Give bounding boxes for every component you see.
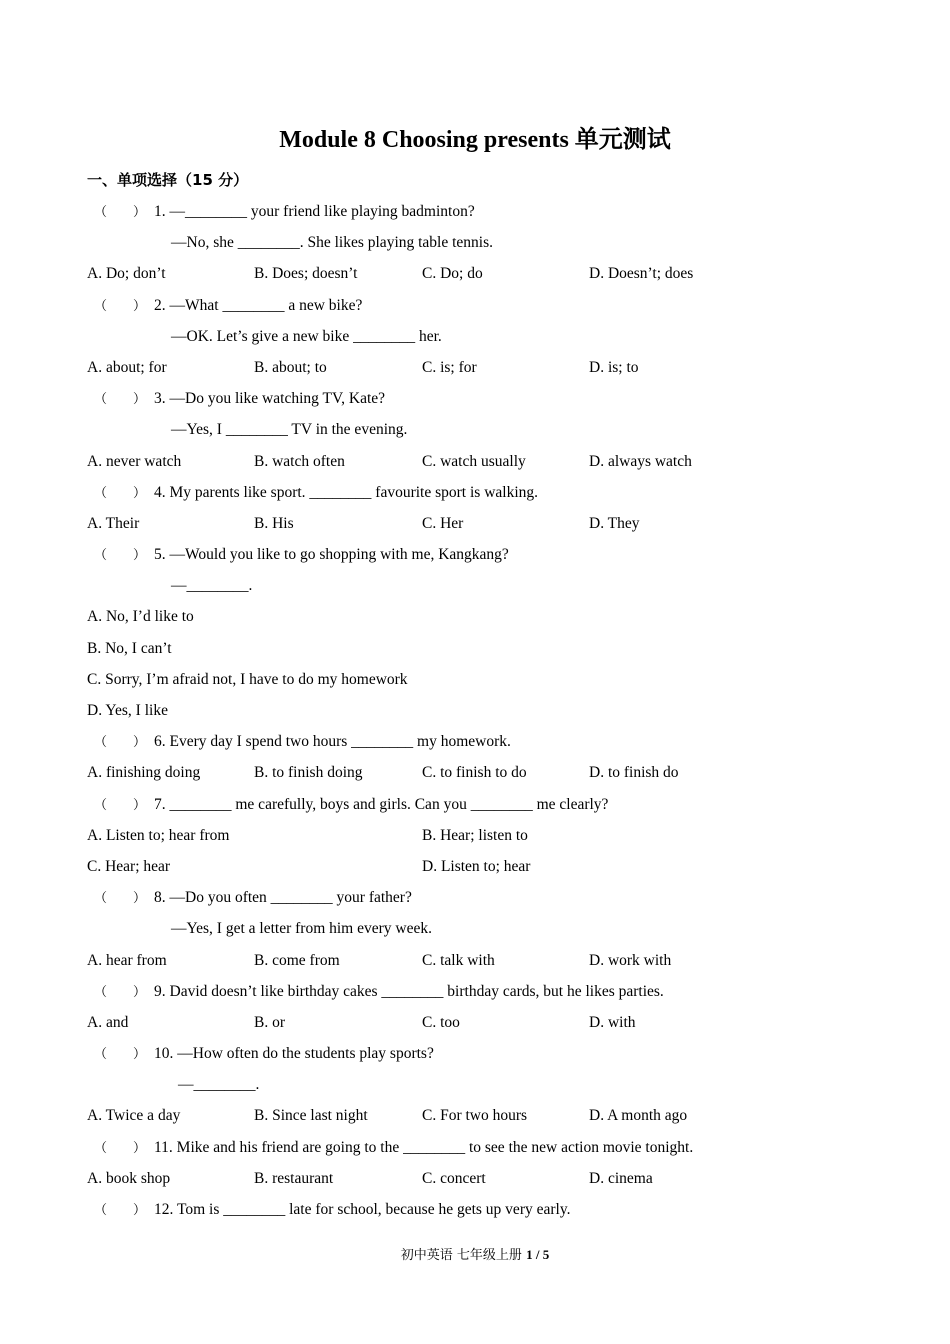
answer-blank: （ ）	[94, 205, 147, 220]
options-row	[87, 1007, 887, 1038]
option: D. A month ago	[589, 1107, 688, 1125]
option: B. Does; doesn’t	[254, 265, 358, 283]
option: C. to finish to do	[422, 764, 527, 782]
question-reply: —Yes, I get a letter from him every week.	[171, 920, 432, 938]
answer-blank: （ ）	[94, 797, 147, 813]
question-stem	[87, 383, 887, 414]
option: C. For two hours	[422, 1107, 528, 1125]
question-text: 2. —What ________ a new bike?	[154, 296, 363, 314]
option: D. Yes, I like	[87, 702, 168, 719]
option: A. Their	[87, 514, 140, 532]
option: B. Since last night	[254, 1107, 368, 1125]
question-reply: —________.	[171, 577, 253, 595]
option: C. Hear; hear	[87, 857, 171, 875]
options-row	[87, 757, 887, 788]
option: B. come from	[254, 951, 340, 969]
answer-blank: （ ）	[94, 735, 147, 751]
answer-blank: （ ）	[94, 1140, 147, 1156]
option: D. is; to	[589, 358, 639, 376]
options-row	[87, 446, 887, 477]
option: B. or	[254, 1013, 285, 1031]
option: D. Doesn’t; does	[589, 265, 694, 283]
question-text: 1. —________ your friend like playing badminton?	[154, 203, 475, 220]
question-text: 7. ________ me carefully, boys and girls. Can you ________ me clearly?	[154, 795, 609, 813]
question-text: 10. —How often do the students play sports?	[154, 1045, 434, 1063]
option: D. Listen to; hear	[422, 857, 531, 875]
page-footer	[0, 1243, 950, 1268]
page-title: Module 8 Choosing presents 单元测试	[279, 127, 671, 153]
option: B. Hear; listen to	[422, 826, 528, 844]
option: A. Listen to; hear from	[87, 826, 230, 844]
options-row	[87, 851, 887, 882]
question-reply: —No, she ________. She likes playing table tennis.	[171, 234, 494, 252]
option: A. No, I’d like to	[87, 608, 194, 626]
question-text: 12. Tom is ________ late for school, because he gets up very early.	[154, 1201, 571, 1218]
question-stem	[87, 882, 887, 913]
option: A. hear from	[87, 951, 167, 969]
question-stem	[87, 1132, 887, 1163]
option: A. Twice a day	[87, 1107, 181, 1125]
option: D. always watch	[589, 452, 692, 470]
answer-blank: （ ）	[94, 392, 147, 408]
question-text: 4. My parents like sport. ________ favourite sport is walking.	[154, 483, 539, 501]
question-reply: —________.	[178, 1076, 260, 1094]
answer-blank: （ ）	[94, 984, 147, 1000]
option: A. never watch	[87, 452, 182, 470]
question-stem	[87, 726, 887, 757]
option: C. is; for	[422, 358, 477, 376]
answer-blank: （ ）	[94, 891, 147, 907]
question-text: 5. —Would you like to go shopping with me, Kangkang?	[154, 546, 509, 564]
question-text: 11. Mike and his friend are going to the ________ to see the new action movie tonight.	[154, 1138, 694, 1156]
question-stem	[87, 196, 887, 227]
section-heading: 一、单项选择（15 分）	[87, 171, 249, 189]
footer-text: 初中英语 七年级上册	[400, 1248, 522, 1263]
option: A. about; for	[87, 358, 167, 376]
options-row	[87, 820, 887, 851]
option: B. No, I can’t	[87, 639, 172, 657]
option: A. Do; don’t	[87, 265, 166, 283]
question-text: 8. —Do you often ________ your father?	[154, 889, 412, 907]
question-reply: —Yes, I ________ TV in the evening.	[171, 421, 408, 439]
question-text: 6. Every day I spend two hours ________ my homework.	[154, 733, 511, 751]
question-stem	[87, 477, 887, 508]
answer-blank: （ ）	[94, 485, 147, 501]
option: C. concert	[422, 1169, 486, 1187]
question-stem	[87, 290, 887, 321]
question-list	[87, 196, 887, 1225]
option: B. restaurant	[254, 1169, 334, 1187]
option: D. work with	[589, 951, 672, 969]
options-row	[87, 1100, 887, 1131]
option: B. His	[254, 514, 294, 532]
option: D. They	[589, 514, 640, 532]
option: D. to finish do	[589, 764, 679, 782]
question-reply: —OK. Let’s give a new bike ________ her.	[171, 327, 442, 345]
options-row	[87, 945, 887, 976]
options-row	[87, 258, 887, 289]
option: C. Sorry, I’m afraid not, I have to do my homework	[87, 670, 408, 688]
option: B. about; to	[254, 358, 327, 376]
option: A. and	[87, 1013, 129, 1031]
question-stem	[87, 976, 887, 1007]
question-stem	[87, 1194, 887, 1225]
option: C. Do; do	[422, 265, 483, 283]
options-row	[87, 352, 887, 383]
question-text: 3. —Do you like watching TV, Kate?	[154, 390, 386, 408]
question-stem	[87, 1038, 887, 1069]
answer-blank: （ ）	[94, 298, 147, 314]
option: A. book shop	[87, 1169, 171, 1187]
option: B. watch often	[254, 452, 345, 470]
options-row	[87, 508, 887, 539]
option: A. finishing doing	[87, 764, 201, 782]
question-text: 9. David doesn’t like birthday cakes ________ birthday cards, but he likes parties.	[154, 982, 664, 1000]
option: D. with	[589, 1013, 636, 1031]
option: C. talk with	[422, 951, 495, 969]
options-row	[87, 1163, 887, 1194]
question-stem	[87, 539, 887, 570]
answer-blank: （ ）	[94, 1203, 147, 1218]
option: C. Her	[422, 514, 464, 532]
option: C. too	[422, 1013, 460, 1031]
option: B. to finish doing	[254, 764, 363, 782]
page-number: 1 / 5	[526, 1247, 550, 1262]
answer-blank: （ ）	[94, 1047, 147, 1063]
option: C. watch usually	[422, 452, 526, 470]
answer-blank: （ ）	[94, 548, 147, 564]
option: D. cinema	[589, 1169, 653, 1187]
question-stem	[87, 789, 887, 820]
